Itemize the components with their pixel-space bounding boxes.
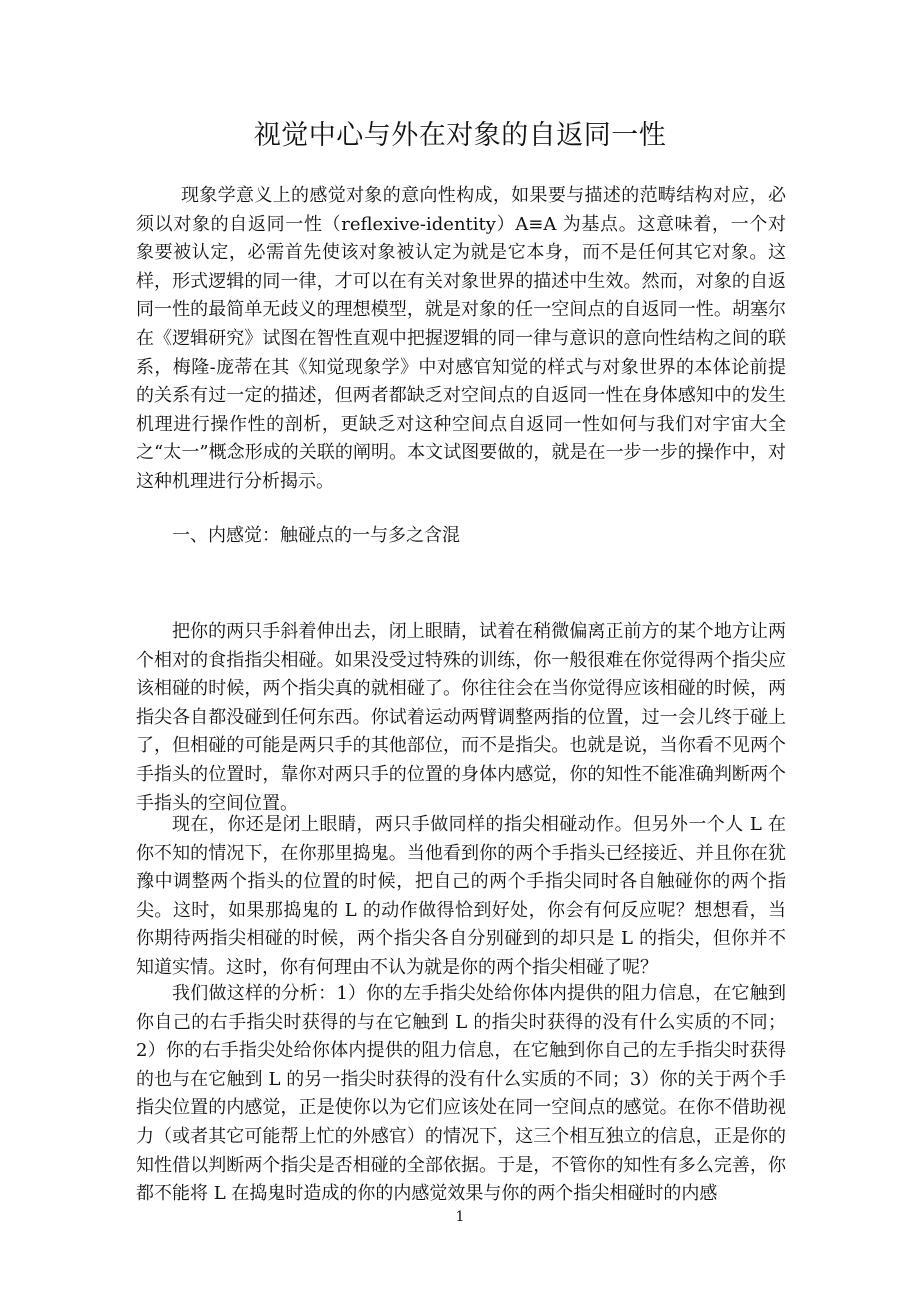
body-paragraph-1: 把你的两只手斜着伸出去，闭上眼睛，试着在稍微偏离正前方的某个地方让两个相对的食指指尖相碰。如果没受过特殊的训练，你一般很难在你觉得两个指尖应该相碰的时候，两个指尖真的就相碰了。你往往会在当你觉得应该相碰的时候，两指尖各自都没碰到任何东西。你试着运动两臂调整两指的位置，过一会儿终于碰上了，但相碰的可能是两只手的其他部位，而不是指尖。也就是说，当你看不见两个手指头的位置时，靠你对两只手的位置的身体内感觉，你的知性不能准确判断两个手指头的空间位置。 — [136, 621, 786, 814]
body-paragraph-3: 我们做这样的分析：1）你的左手指尖处给你体内提供的阻力信息，在它触到你自己的右手指尖时获得的与在它触到 L 的指尖时获得的没有什么实质的不同；2）你的右手指尖处给你体内提供的阻力信息，在它触到你自己的左手指尖时获得的也与在它触到 L 的另一指尖时获得的没有什么实质的不同；3）你的关于两个手指尖位置的内感觉，正是使你以为它们应该处在同一空间点的感觉。在你不借助视力（或者其它可能帮上忙的外感官）的情况下，这三个相互独立的信息，正是你的知性借以判断两个指尖是否相碰的全部依据。于是，不管你的知性有多么完善，你都不能将 L 在捣鬼时造成的你的内感觉效果与你的两个指尖相碰时的内感 — [136, 983, 786, 1205]
section-heading: 一、内感觉：触碰点的一与多之含混 — [172, 525, 460, 546]
page-number: 1 — [455, 1209, 465, 1225]
intro-paragraph: 现象学意义上的感觉对象的意向性构成，如果要与描述的范畴结构对应，必须以对象的自返同一性（reflexive-identity）A≡A 为基点。这意味着，一个对象要被认定，必需首先使该对象被认定为就是它本身，而不是任何其它对象。这样，形式逻辑的同一律，才可以在有关对象世界的描述中生效。然而，对象的自返同一性的最简单无歧义的理想模型，就是对象的任一空间点的自返同一性。胡塞尔在《逻辑研究》试图在智性直观中把握逻辑的同一律与意识的意向性结构之间的联系，梅隆-庞蒂在其《知觉现象学》中对感官知觉的样式与对象世界的本体论前提的关系有过一定的描述，但两者都缺乏对空间点的自返同一性在身体感知中的发生机理进行操作性的剖析，更缺乏对这种空间点自返同一性如何与我们对宇宙大全之“太一”概念形成的关联的阐明。本文试图要做的，就是在一步一步的操作中，对这种机理进行分析揭示。 — [136, 185, 786, 492]
body-paragraph-2: 现在，你还是闭上眼睛，两只手做同样的指尖相碰动作。但另外一个人 L 在你不知的情况下，在你那里捣鬼。当他看到你的两个手指头已经接近、并且你在犹豫中调整两个指头的位置的时候，把自己的两个手指尖同时各自触碰你的两个指尖。这时，如果那捣鬼的 L 的动作做得恰到好处，你会有何反应呢？想想看，当你期待两指尖相碰的时候，两个指尖各自分别碰到的却只是 L 的指尖，但你并不知道实情。这时，你有何理由不认为就是你的两个指尖相碰了呢？ — [136, 814, 786, 978]
document-title: 视觉中心与外在对象的自返同一性 — [253, 120, 667, 151]
